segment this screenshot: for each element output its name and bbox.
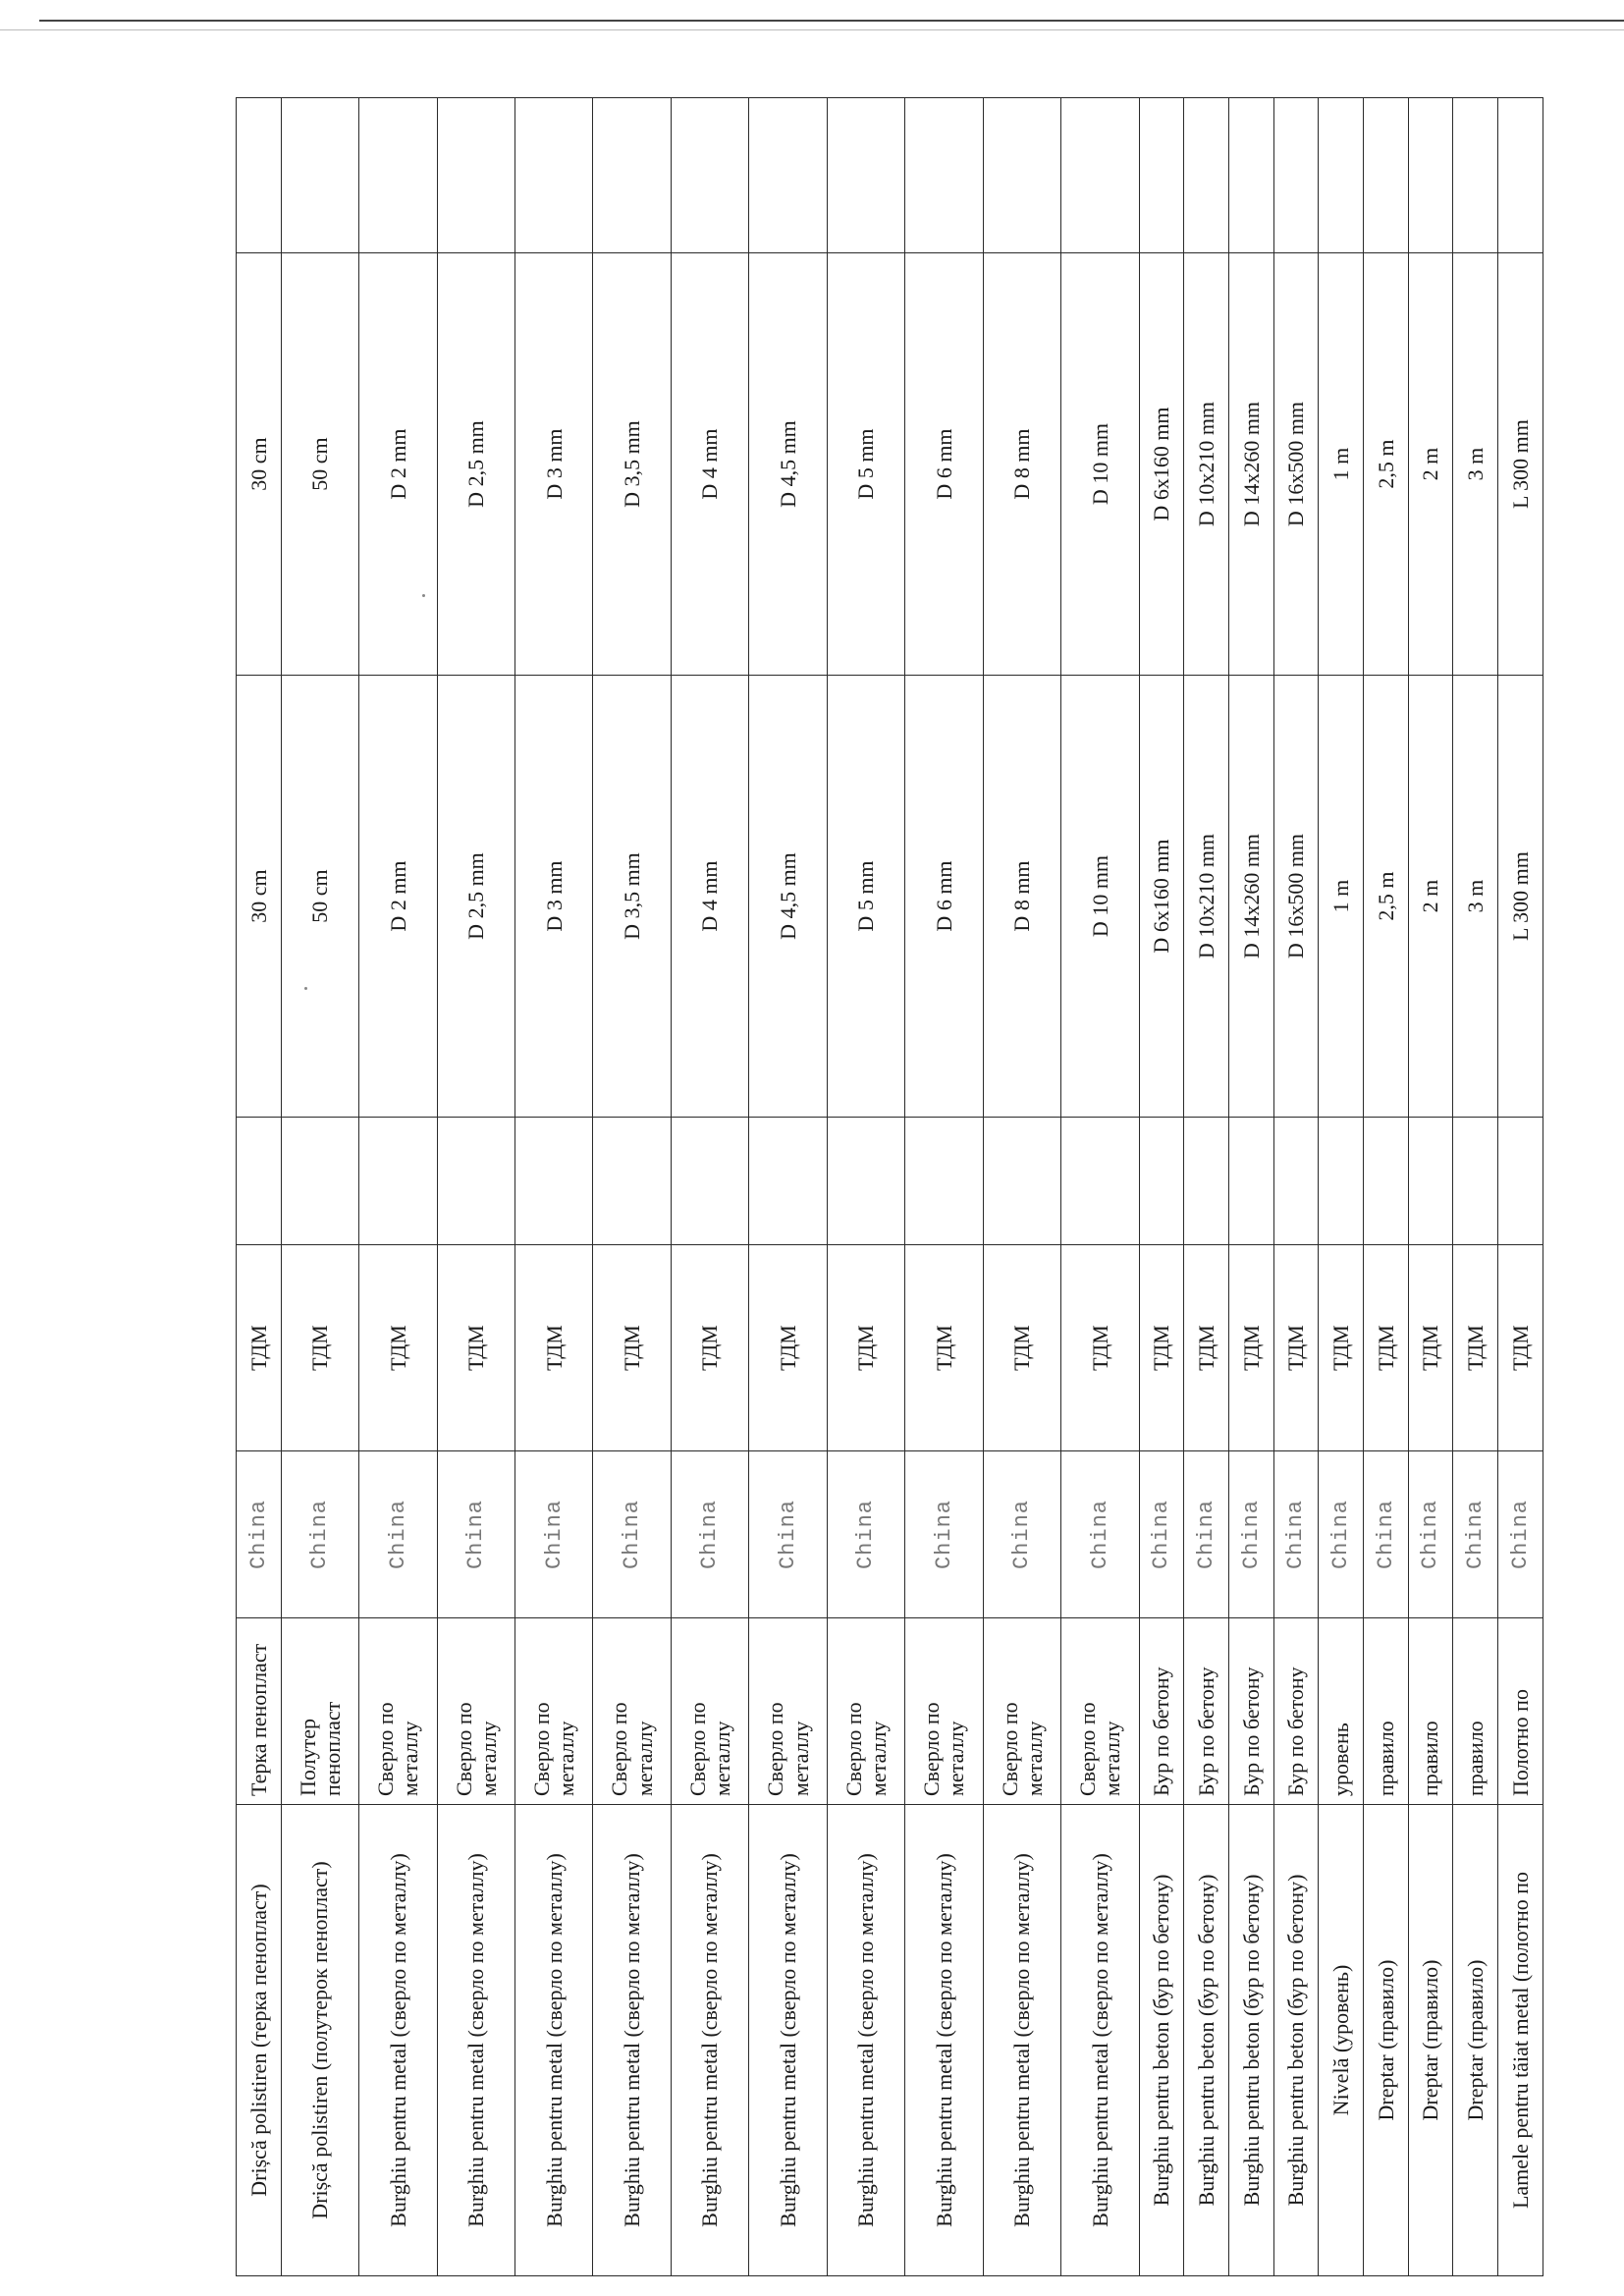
item-name-cell: Dreptar (правило) [1408, 1805, 1453, 2276]
empty-cell [237, 1118, 282, 1245]
origin-country-cell: China [1228, 1451, 1273, 1618]
item-name-ru-cell: Сверло по металлу [905, 1618, 983, 1805]
table-row [1408, 98, 1453, 2276]
origin-country-cell: China [281, 1451, 358, 1618]
empty-cell [437, 98, 514, 253]
manufacturer-cell: ТДМ [749, 1245, 827, 1451]
table-body [237, 98, 1543, 2276]
required-spec-cell: D 6 mm [905, 676, 983, 1118]
table-row [515, 98, 593, 2276]
item-name-ru-cell: Сверло по металлу [671, 1618, 748, 1805]
required-spec-cell: D 4,5 mm [749, 676, 827, 1118]
origin-country-cell: China [1498, 1451, 1543, 1618]
offered-spec-cell: D 16x500 mm [1273, 253, 1319, 676]
offered-spec-cell: D 4 mm [671, 253, 748, 676]
empty-cell [1139, 98, 1184, 253]
item-name-ru-cell: Бур по бетону [1139, 1618, 1184, 1805]
manufacturer-cell: ТДМ [905, 1245, 983, 1451]
required-spec-cell: D 8 mm [983, 676, 1060, 1118]
item-name-cell: Dreptar (правило) [1364, 1805, 1409, 2276]
manufacturer-cell: ТДМ [359, 1245, 437, 1451]
item-name-cell: Burghiu pentru metal (сверло по металлу) [749, 1805, 827, 2276]
empty-cell [1364, 1118, 1409, 1245]
offered-spec-cell: D 2,5 mm [437, 253, 514, 676]
table-row [1364, 98, 1409, 2276]
item-name-ru-cell: Бур по бетону [1228, 1618, 1273, 1805]
scan-top-edge [0, 0, 1624, 39]
empty-cell [237, 98, 282, 253]
offered-spec-cell: 3 m [1453, 253, 1498, 676]
item-name-ru-cell: Сверло по металлу [749, 1618, 827, 1805]
empty-cell [1364, 98, 1409, 253]
empty-cell [1273, 1118, 1319, 1245]
offered-spec-cell: D 6 mm [905, 253, 983, 676]
manufacturer-cell: ТДМ [1453, 1245, 1498, 1451]
required-spec-cell: D 14x260 mm [1228, 676, 1273, 1118]
empty-cell [749, 98, 827, 253]
origin-country-cell: China [1453, 1451, 1498, 1618]
origin-country-cell: China [1364, 1451, 1409, 1618]
item-name-cell: Burghiu pentru beton (бур по бетону) [1228, 1805, 1273, 2276]
origin-country-cell: China [359, 1451, 437, 1618]
item-name-cell: Drișcă polistiren (полутерок пенопласт) [281, 1805, 358, 2276]
empty-cell [827, 1118, 904, 1245]
table-row [1273, 98, 1319, 2276]
required-spec-cell: 2 m [1408, 676, 1453, 1118]
empty-cell [905, 1118, 983, 1245]
manufacturer-cell: ТДМ [1364, 1245, 1409, 1451]
empty-cell [515, 1118, 593, 1245]
item-name-cell: Lamele pentru tăiat metal (полотно по [1498, 1805, 1543, 2276]
manufacturer-cell: ТДМ [281, 1245, 358, 1451]
manufacturer-cell: ТДМ [827, 1245, 904, 1451]
empty-cell [827, 98, 904, 253]
item-name-cell: Burghiu pentru metal (сверло по металлу) [983, 1805, 1060, 2276]
manufacturer-cell: ТДМ [237, 1245, 282, 1451]
empty-cell [281, 98, 358, 253]
item-name-ru-cell: Сверло по металлу [437, 1618, 514, 1805]
item-name-ru-cell: Полутер пенопласт [281, 1618, 358, 1805]
empty-cell [1273, 98, 1319, 253]
offered-spec-cell: D 3,5 mm [593, 253, 671, 676]
offered-spec-cell: D 10x210 mm [1184, 253, 1229, 676]
empty-cell [1453, 98, 1498, 253]
item-name-ru-cell: Бур по бетону [1273, 1618, 1319, 1805]
required-spec-cell: D 2,5 mm [437, 676, 514, 1118]
table-row [827, 98, 904, 2276]
item-name-cell: Burghiu pentru beton (бур по бетону) [1184, 1805, 1229, 2276]
origin-country-cell: China [827, 1451, 904, 1618]
empty-cell [1319, 98, 1364, 253]
empty-cell [281, 1118, 358, 1245]
item-name-ru-cell: уровень [1319, 1618, 1364, 1805]
table-row [1498, 98, 1543, 2276]
empty-cell [1408, 1118, 1453, 1245]
manufacturer-cell: ТДМ [437, 1245, 514, 1451]
manufacturer-cell: ТДМ [1061, 1245, 1139, 1451]
offered-spec-cell: 2 m [1408, 253, 1453, 676]
required-spec-cell: D 10 mm [1061, 676, 1139, 1118]
item-name-cell: Dreptar (правило) [1453, 1805, 1498, 2276]
item-name-ru-cell: правило [1408, 1618, 1453, 1805]
origin-country-cell: China [671, 1451, 748, 1618]
item-name-cell: Burghiu pentru metal (сверло по металлу) [593, 1805, 671, 2276]
item-name-cell: Burghiu pentru beton (бур по бетону) [1273, 1805, 1319, 2276]
manufacturer-cell: ТДМ [1273, 1245, 1319, 1451]
item-name-cell: Burghiu pentru metal (сверло по металлу) [1061, 1805, 1139, 2276]
empty-cell [1498, 1118, 1543, 1245]
empty-cell [1228, 1118, 1273, 1245]
table-row [1319, 98, 1364, 2276]
empty-cell [905, 98, 983, 253]
origin-country-cell: China [1319, 1451, 1364, 1618]
scan-edge-line [0, 29, 1624, 30]
table-row [905, 98, 983, 2276]
required-spec-cell: D 2 mm [359, 676, 437, 1118]
required-spec-cell: D 5 mm [827, 676, 904, 1118]
offered-spec-cell: D 10 mm [1061, 253, 1139, 676]
manufacturer-cell: ТДМ [515, 1245, 593, 1451]
empty-cell [1184, 98, 1229, 253]
manufacturer-cell: ТДМ [1139, 1245, 1184, 1451]
origin-country-cell: China [593, 1451, 671, 1618]
offered-spec-cell: D 2 mm [359, 253, 437, 676]
empty-cell [1184, 1118, 1229, 1245]
table-row [1139, 98, 1184, 2276]
item-name-cell: Burghiu pentru metal (сверло по металлу) [515, 1805, 593, 2276]
empty-cell [1139, 1118, 1184, 1245]
empty-cell [593, 1118, 671, 1245]
offered-spec-cell: D 4,5 mm [749, 253, 827, 676]
required-spec-cell: 2,5 m [1364, 676, 1409, 1118]
item-name-ru-cell: Сверло по металлу [593, 1618, 671, 1805]
table-row [237, 98, 282, 2276]
table-row [983, 98, 1060, 2276]
item-name-ru-cell: Сверло по металлу [1061, 1618, 1139, 1805]
required-spec-cell: D 10x210 mm [1184, 676, 1229, 1118]
item-name-cell: Burghiu pentru metal (сверло по металлу) [827, 1805, 904, 2276]
required-spec-cell: 30 cm [237, 676, 282, 1118]
origin-country-cell: China [1184, 1451, 1229, 1618]
offered-spec-cell: D 14x260 mm [1228, 253, 1273, 676]
empty-cell [983, 98, 1060, 253]
offered-spec-cell: L 300 mm [1498, 253, 1543, 676]
required-spec-cell: D 6x160 mm [1139, 676, 1184, 1118]
empty-cell [359, 98, 437, 253]
item-name-ru-cell: Сверло по металлу [983, 1618, 1060, 1805]
required-spec-cell: D 3 mm [515, 676, 593, 1118]
manufacturer-cell: ТДМ [983, 1245, 1060, 1451]
offered-spec-cell: D 8 mm [983, 253, 1060, 676]
required-spec-cell: D 3,5 mm [593, 676, 671, 1118]
manufacturer-cell: ТДМ [671, 1245, 748, 1451]
rotated-table-sheet [236, 98, 1543, 2276]
offered-spec-cell: D 6x160 mm [1139, 253, 1184, 676]
required-spec-cell: 3 m [1453, 676, 1498, 1118]
required-spec-cell: D 16x500 mm [1273, 676, 1319, 1118]
offered-spec-cell: 50 cm [281, 253, 358, 676]
offered-spec-cell: 1 m [1319, 253, 1364, 676]
origin-country-cell: China [749, 1451, 827, 1618]
item-name-ru-cell: Сверло по металлу [827, 1618, 904, 1805]
required-spec-cell: D 4 mm [671, 676, 748, 1118]
empty-cell [1061, 1118, 1139, 1245]
item-name-ru-cell: Сверло по металлу [515, 1618, 593, 1805]
empty-cell [1498, 98, 1543, 253]
manufacturer-cell: ТДМ [593, 1245, 671, 1451]
offered-spec-cell: 2,5 m [1364, 253, 1409, 676]
empty-cell [983, 1118, 1060, 1245]
origin-country-cell: China [905, 1451, 983, 1618]
origin-country-cell: China [1139, 1451, 1184, 1618]
scan-edge-line [39, 20, 1624, 22]
item-name-cell: Burghiu pentru metal (сверло по металлу) [437, 1805, 514, 2276]
empty-cell [1408, 98, 1453, 253]
table-row [1228, 98, 1273, 2276]
manufacturer-cell: ТДМ [1319, 1245, 1364, 1451]
offered-spec-cell: D 5 mm [827, 253, 904, 676]
table-row [593, 98, 671, 2276]
item-name-ru-cell: Сверло по металлу [359, 1618, 437, 1805]
manufacturer-cell: ТДМ [1228, 1245, 1273, 1451]
empty-cell [1453, 1118, 1498, 1245]
item-name-ru-cell: Полотно по [1498, 1618, 1543, 1805]
table-row [1061, 98, 1139, 2276]
item-name-ru-cell: Терка пенопласт [237, 1618, 282, 1805]
item-name-cell: Drișcă polistiren (терка пенопласт) [237, 1805, 282, 2276]
item-name-cell: Burghiu pentru metal (сверло по металлу) [671, 1805, 748, 2276]
table-row [1453, 98, 1498, 2276]
empty-cell [1061, 98, 1139, 253]
table-row [671, 98, 748, 2276]
empty-cell [359, 1118, 437, 1245]
table-row [281, 98, 358, 2276]
origin-country-cell: China [1273, 1451, 1319, 1618]
item-name-cell: Burghiu pentru metal (сверло по металлу) [905, 1805, 983, 2276]
origin-country-cell: China [1061, 1451, 1139, 1618]
item-name-cell: Nivelă (уровень) [1319, 1805, 1364, 2276]
origin-country-cell: China [983, 1451, 1060, 1618]
table-row [749, 98, 827, 2276]
origin-country-cell: China [437, 1451, 514, 1618]
origin-country-cell: China [1408, 1451, 1453, 1618]
empty-cell [671, 98, 748, 253]
manufacturer-cell: ТДМ [1408, 1245, 1453, 1451]
item-name-ru-cell: правило [1364, 1618, 1409, 1805]
product-spec-table [236, 97, 1543, 2276]
empty-cell [749, 1118, 827, 1245]
required-spec-cell: L 300 mm [1498, 676, 1543, 1118]
empty-cell [593, 98, 671, 253]
origin-country-cell: China [237, 1451, 282, 1618]
table-row [359, 98, 437, 2276]
table-row [437, 98, 514, 2276]
item-name-ru-cell: правило [1453, 1618, 1498, 1805]
item-name-cell: Burghiu pentru metal (сверло по металлу) [359, 1805, 437, 2276]
offered-spec-cell: D 3 mm [515, 253, 593, 676]
manufacturer-cell: ТДМ [1184, 1245, 1229, 1451]
offered-spec-cell: 30 cm [237, 253, 282, 676]
table-row [1184, 98, 1229, 2276]
empty-cell [515, 98, 593, 253]
required-spec-cell: 50 cm [281, 676, 358, 1118]
empty-cell [671, 1118, 748, 1245]
item-name-ru-cell: Бур по бетону [1184, 1618, 1229, 1805]
empty-cell [1319, 1118, 1364, 1245]
empty-cell [1228, 98, 1273, 253]
manufacturer-cell: ТДМ [1498, 1245, 1543, 1451]
item-name-cell: Burghiu pentru beton (бур по бетону) [1139, 1805, 1184, 2276]
origin-country-cell: China [515, 1451, 593, 1618]
empty-cell [437, 1118, 514, 1245]
required-spec-cell: 1 m [1319, 676, 1364, 1118]
